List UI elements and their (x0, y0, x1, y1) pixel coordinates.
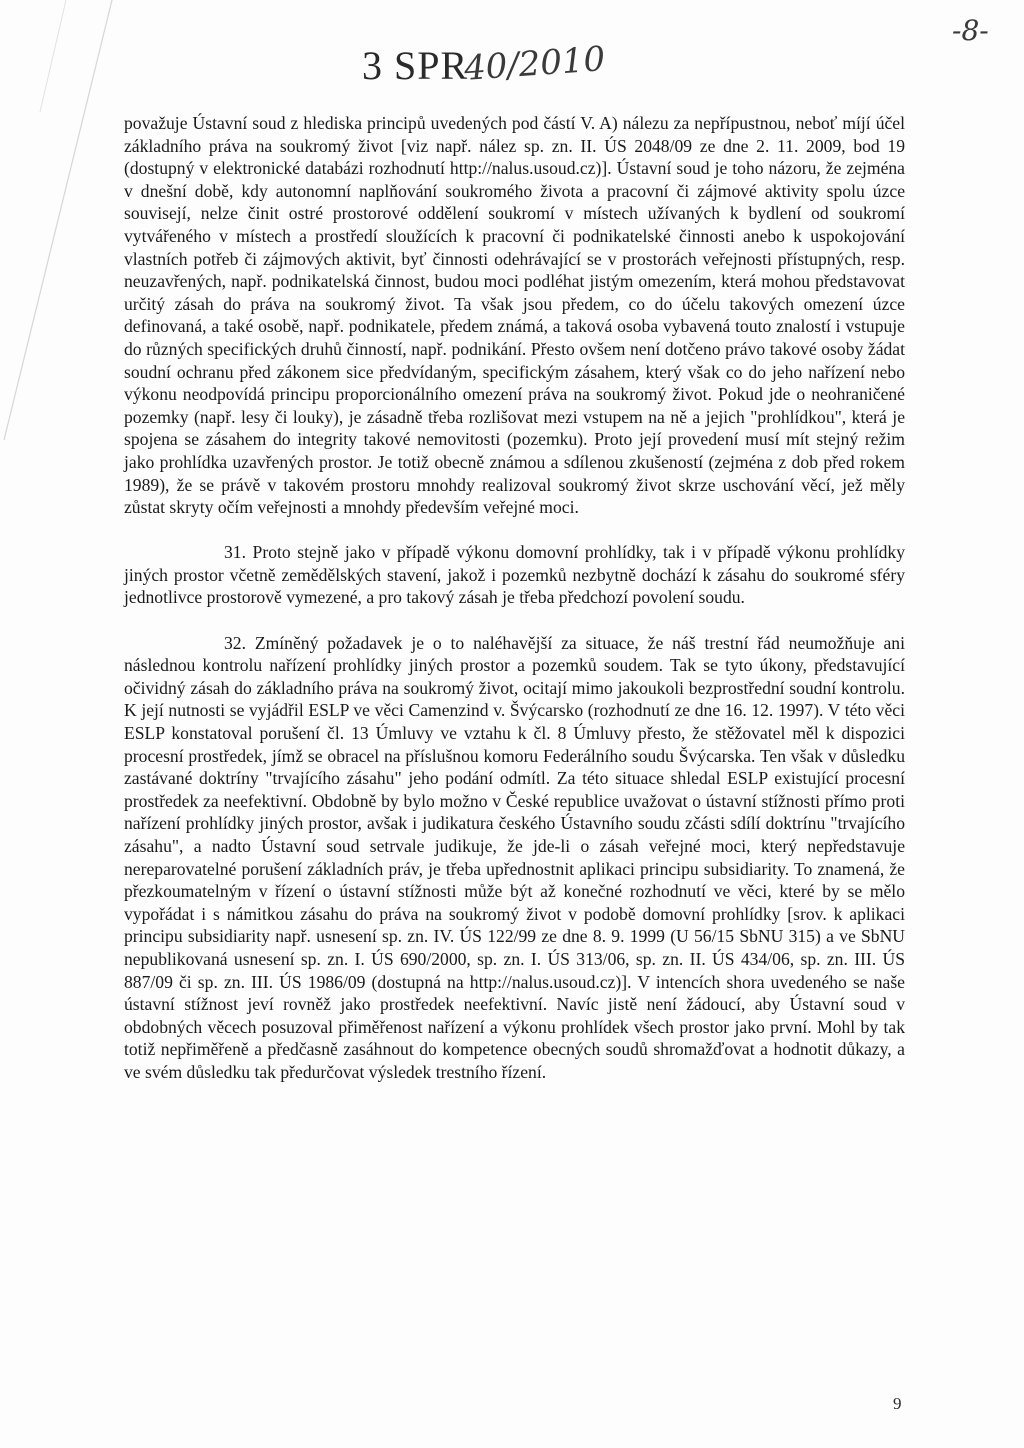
case-stamp: 3 SPR (362, 43, 469, 88)
paragraph-31: 31. Proto stejně jako v případě výkonu domovní prohlídky, tak i v případě výkonu prohlídky jiných prostor včetně zemědělských stavení, jakož i pozemků nezbytně dochází k zásahu do soukromé sféry jednotlivce prostorově vymezené, a pro takový zásah je třeba předchozí povolení soudu. (124, 542, 905, 608)
paragraph-continued: považuje Ústavní soud z hlediska principů uvedených pod částí V. A) nálezu za nepřípustnou, neboť míjí účel základního práva na soukromý život [viz např. nález sp. zn. II. ÚS 2048/09 ze dne 2. 11. 2009, bod 19 (dostupný v elektronické databázi rozhodnutí http://nalus.usoud.cz)]. Ústavní soud je toho názoru, že zejména v dnešní době, kdy autonomní naplňování soukromého života a pracovní či zájmové aktivity spolu úzce souvisejí, nelze činit ostré prostorové oddělení soukromí v místech užívaných k bydlení od soukromí vytvářeného v místech a prostředí sloužících k pracovní či podnikatelské činnosti anebo k uspokojování vlastních potřeb či zájmových aktivit, byť činnosti odehrávající se v prostorách veřejnosti přístupných, resp. neuzavřených, např. podnikatelská činnost, budou moci podléhat jistým omezením, která mohou představovat určitý zásah do práva na soukromý život. Ta však jsou předem, co do účelu takových omezení úzce definovaná, a také osobě, např. podnikatele, předem známá, a taková osoba vybavená touto znalostí i vstupuje do různých specifických druhů činností, např. podnikání. Přesto ovšem není dotčeno právo takové osoby žádat soudní ochranu před zákonem sice předvídaným, specifickým zásahem, který však co do jeho nařízení nebo výkonu neodpovídá principu proporcionálního omezení práva na soukromý život. Pokud jde o neohraničené pozemky (např. lesy či louky), je zásadně třeba rozlišovat mezi vstupem na ně a jejich "prohlídkou", která je spojena se zásahem do integrity takové nemovitosti (pozemku). Proto její provedení musí mít stejný režim jako prohlídka uzavřených prostor. Je totiž obecně známou a sdílenou zkušeností (zejména z dob před rokem 1989), že se právě v takovém prostoru mnohdy realizoval soukromý život skrze uschování věcí, jež měly zůstat skryty očím veřejnosti a mnohdy především veřejné moci. (124, 113, 905, 518)
page-number: 9 (893, 1394, 902, 1413)
paragraph-32: 32. Zmíněný požadavek je o to naléhavější za situace, že náš trestní řád neumožňuje ani následnou kontrolu nařízení prohlídky jiných prostor a pozemků soudem. Tak se tyto úkony, představující očividný zásah do základního práva na soukromý život, ocitají mimo jakoukoli bezprostřední soudní kontrolu. K její nutnosti se vyjádřil ESLP ve věci Camenzind v. Švýcarsko (rozhodnutí ze dne 16. 12. 1997). V této věci ESLP konstatoval porušení čl. 13 Úmluvy ve vztahu k čl. 8 Úmluvy přesto, že stěžovatel měl k dispozici procesní prostředek, jímž se obracel na příslušnou komoru Federálního soudu Švýcarska. Ten však v důsledku zastávané doktríny "trvajícího zásahu" jeho podání odmítl. Za této situace shledal ESLP existující procesní prostředek za neefektivní. Obdobně by bylo možno v České republice uvažovat o ústavní stížnosti přímo proti nařízení prohlídky jiných prostor, avšak i judikatura českého Ústavního soudu zčásti sdílí doktrínu "trvajícího zásahu", a nadto Ústavní soud setrvale judikuje, že jde-li o zásah veřejné moci, který nepředstavuje nereparovatelné porušení základních práv, je třeba upřednostnit aplikaci principu subsidiarity. To znamená, že přezkoumatelným v řízení o ústavní stížnosti může být až konečné rozhodnutí ve věci, které by se mělo vypořádat i s námitkou zásahu do práva na soukromý život v podobě domovní prohlídky [srov. k aplikaci principu subsidiarity např. usnesení sp. zn. IV. ÚS 122/99 ze dne 8. 9. 1999 (U 56/15 SbNU 315) a ve SbNU nepublikovaná usnesení sp. zn. I. ÚS 690/2000, sp. zn. I. ÚS 313/06, sp. zn. II. ÚS 434/06, sp. zn. III. ÚS 887/09 či sp. zn. III. ÚS 1986/09 (dostupná na http://nalus.usoud.cz)]. V intencích shora uvedeného se naše ústavní stížnost jeví rovněž jako prostředek neefektivní. Navíc jistě není žádoucí, aby Ústavní soud v obdobných věcech posuzoval přiměřenost nařízení a výkonu prohlídek všech prostor jako první. Mohl by tak totiž nepřiměřeně a předčasně zasáhnout do kompetence obecných soudů shromažďovat a hodnotit důkazy, a ve svém důsledku tak předurčovat výsledek trestního řízení. (124, 632, 905, 1082)
handwritten-case-number: 40/2010 (462, 39, 607, 89)
folio-mark: -8- (952, 14, 989, 47)
body-text (124, 112, 905, 1084)
